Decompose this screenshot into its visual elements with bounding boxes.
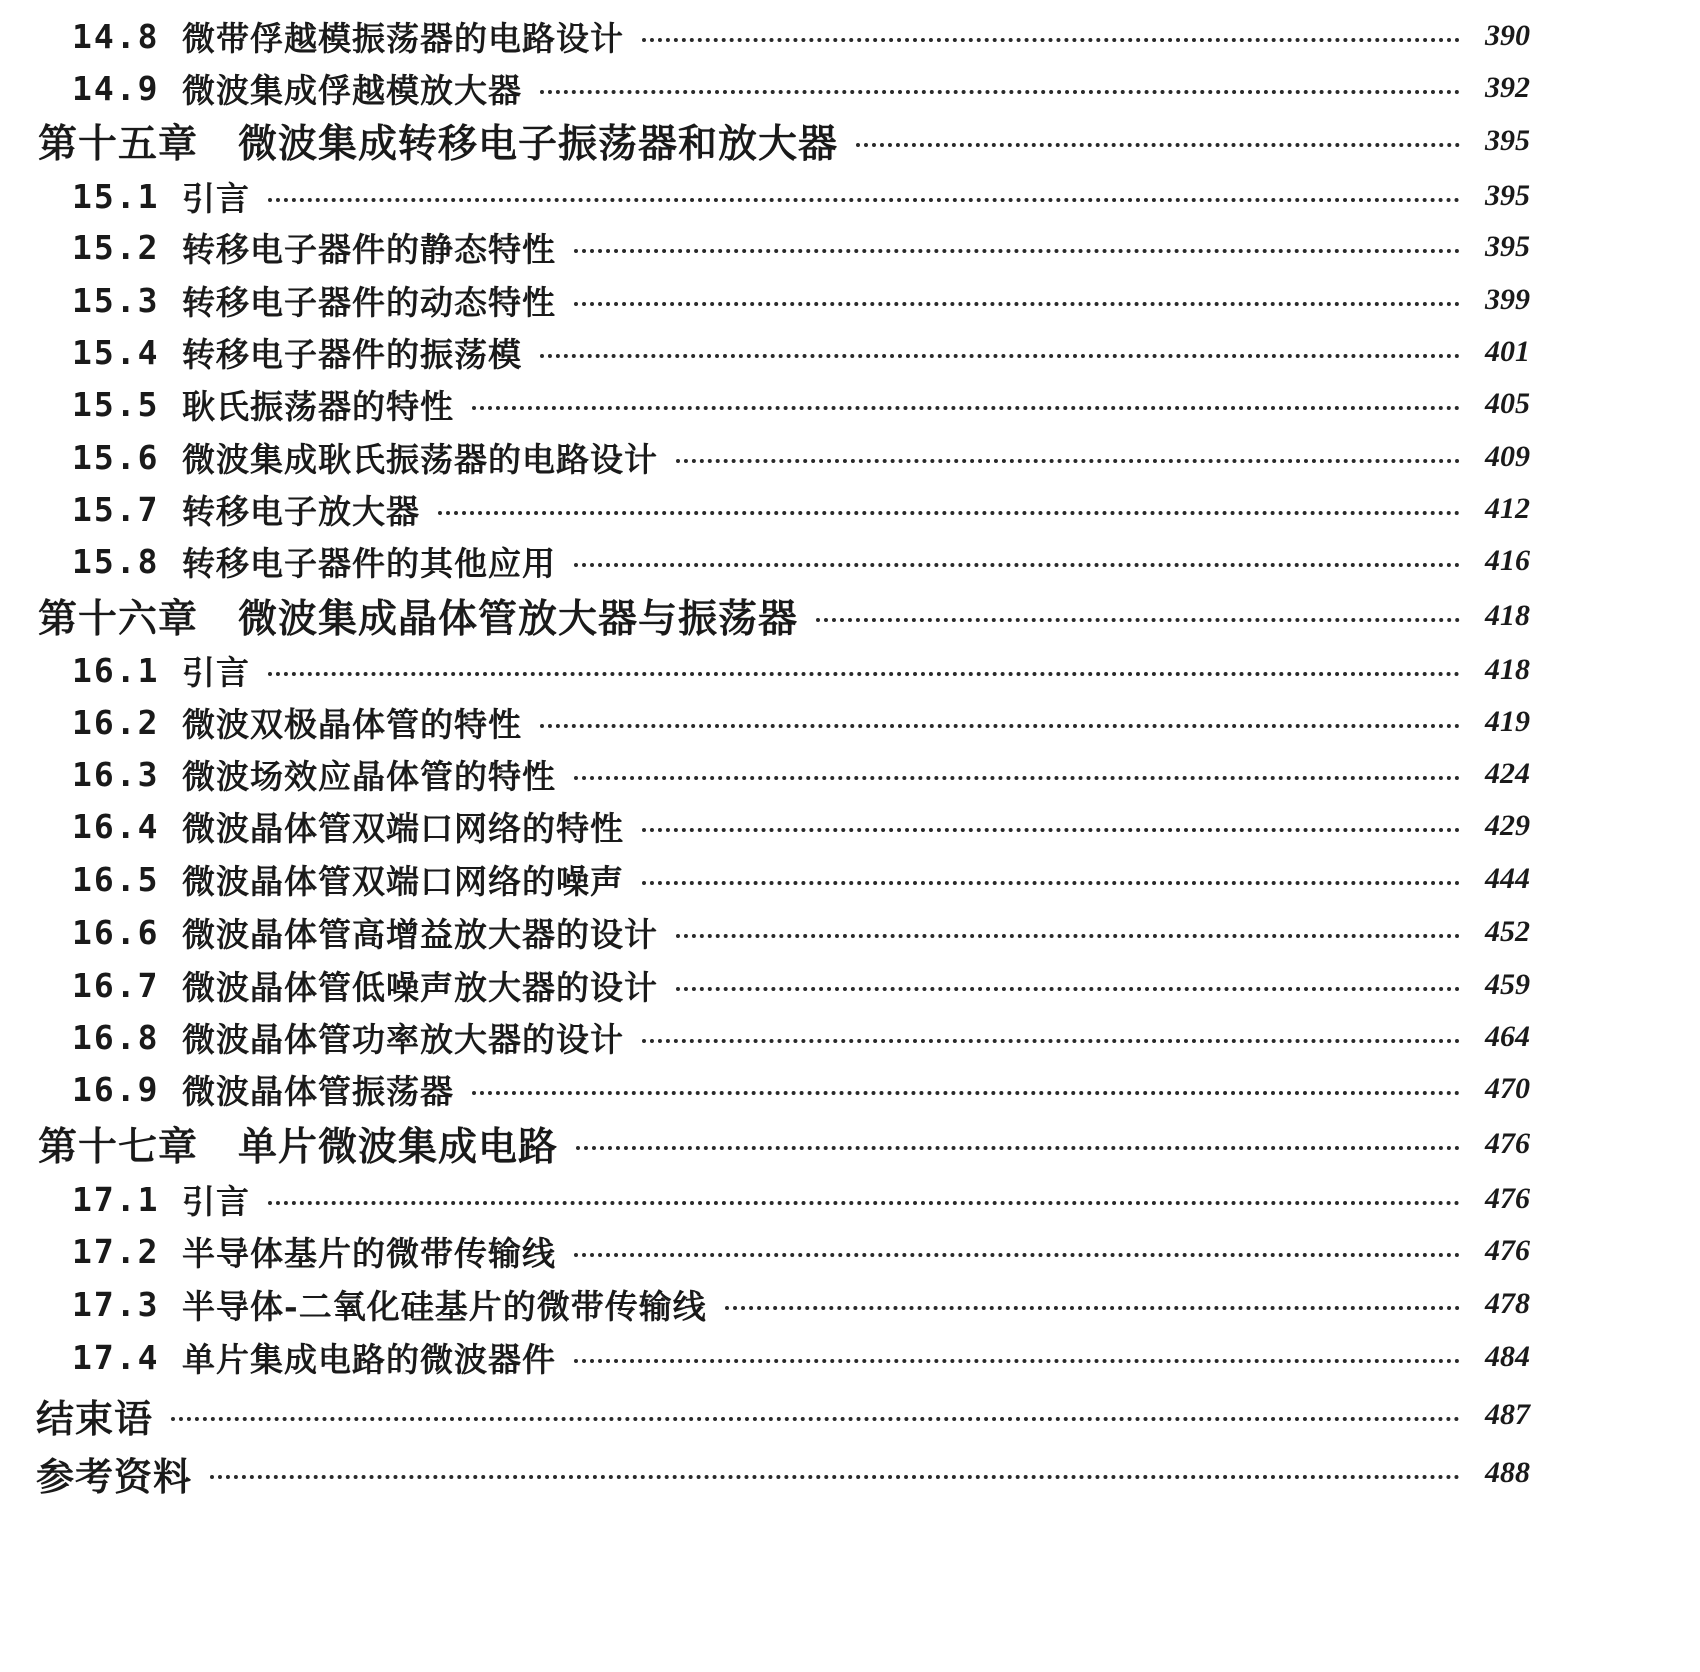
toc-section-entry[interactable] <box>72 798 1530 854</box>
toc-entry-title: 引言 <box>182 178 250 218</box>
dot-leader <box>642 828 1460 832</box>
toc-entry-title: 半导体基片的微带传输线 <box>182 1233 556 1273</box>
toc-entry-number: 15.3 <box>72 280 160 320</box>
dot-leader <box>676 459 1460 463</box>
dot-leader <box>856 143 1460 147</box>
dot-leader <box>576 1146 1460 1150</box>
toc-entry-number: 15.6 <box>72 437 160 477</box>
toc-entry-number: 16.5 <box>72 859 160 899</box>
toc-entry-number: 17.1 <box>72 1179 160 1219</box>
toc-entry-page-number: 487 <box>1485 1398 1530 1431</box>
toc-entry-page-number: 409 <box>1485 440 1530 473</box>
toc-section-entry[interactable] <box>72 324 1530 380</box>
toc-entry-number: 15.5 <box>72 384 160 424</box>
toc-entry-page-number: 399 <box>1485 283 1530 316</box>
toc-entry-page-number: 395 <box>1485 124 1530 157</box>
dot-leader <box>171 1417 1460 1421</box>
toc-entry-title: 引言 <box>182 652 250 692</box>
dot-leader <box>642 1039 1460 1043</box>
toc-section-entry[interactable] <box>72 642 1530 698</box>
toc-entry-number: 16.7 <box>72 965 160 1005</box>
toc-entry-number: 17.2 <box>72 1231 160 1271</box>
dot-leader <box>540 724 1460 728</box>
toc-entry-title: 微波晶体管低噪声放大器的设计 <box>182 967 658 1007</box>
toc-entry-title: 半导体-二氧化硅基片的微带传输线 <box>182 1286 707 1326</box>
dot-leader <box>642 38 1460 42</box>
toc-entry-page-number: 412 <box>1485 492 1530 525</box>
toc-entry-page-number: 464 <box>1485 1020 1530 1053</box>
toc-entry-page-number: 419 <box>1485 705 1530 738</box>
toc-entry-title: 第十五章 微波集成转移电子振荡器和放大器 <box>38 121 839 167</box>
toc-section-entry[interactable] <box>72 60 1530 116</box>
toc-entry-number: 16.9 <box>72 1069 160 1109</box>
toc-entry-number: 14.9 <box>72 68 160 108</box>
dot-leader <box>472 406 1460 410</box>
toc-entry-title: 微波晶体管双端口网络的噪声 <box>182 861 624 901</box>
toc-back-matter-entry[interactable] <box>36 1445 1530 1501</box>
dot-leader <box>574 1253 1460 1257</box>
toc-entry-title: 结束语 <box>36 1395 154 1441</box>
toc-back-matter-entry[interactable] <box>36 1387 1530 1443</box>
toc-section-entry[interactable] <box>72 1223 1530 1279</box>
toc-entry-title: 微波双极晶体管的特性 <box>182 704 522 744</box>
dot-leader <box>642 881 1460 885</box>
toc-entry-number: 15.4 <box>72 332 160 372</box>
toc-entry-page-number: 452 <box>1485 915 1530 948</box>
toc-entry-title: 单片集成电路的微波器件 <box>182 1339 556 1379</box>
toc-section-entry[interactable] <box>72 429 1530 485</box>
toc-entry-page-number: 416 <box>1485 544 1530 577</box>
dot-leader <box>574 302 1460 306</box>
toc-entry-number: 16.1 <box>72 650 160 690</box>
toc-section-entry[interactable] <box>72 851 1530 907</box>
toc-chapter-entry[interactable] <box>38 1116 1530 1172</box>
toc-entry-title: 转移电子放大器 <box>182 491 420 531</box>
toc-entry-number: 15.7 <box>72 489 160 529</box>
toc-entry-title: 转移电子器件的振荡模 <box>182 334 522 374</box>
dot-leader <box>268 1201 1460 1205</box>
toc-entry-title: 引言 <box>182 1181 250 1221</box>
toc-chapter-entry[interactable] <box>38 588 1530 644</box>
toc-entry-number: 15.2 <box>72 227 160 267</box>
dot-leader <box>268 672 1460 676</box>
toc-entry-page-number: 401 <box>1485 335 1530 368</box>
toc-entry-page-number: 395 <box>1485 179 1530 212</box>
dot-leader <box>725 1306 1460 1310</box>
toc-entry-title: 第十六章 微波集成晶体管放大器与振荡器 <box>38 596 799 642</box>
toc-entry-page-number: 476 <box>1485 1182 1530 1215</box>
toc-section-entry[interactable] <box>72 1276 1530 1332</box>
toc-entry-number: 17.3 <box>72 1284 160 1324</box>
toc-entry-page-number: 418 <box>1485 599 1530 632</box>
toc-entry-title: 微波晶体管振荡器 <box>182 1071 454 1111</box>
dot-leader <box>472 1091 1460 1095</box>
toc-entry-page-number: 444 <box>1485 862 1530 895</box>
toc-section-entry[interactable] <box>72 376 1530 432</box>
toc-entry-page-number: 476 <box>1485 1127 1530 1160</box>
toc-entry-number: 16.2 <box>72 702 160 742</box>
toc-entry-page-number: 470 <box>1485 1072 1530 1105</box>
toc-section-entry[interactable] <box>72 1061 1530 1117</box>
toc-entry-title: 微波晶体管双端口网络的特性 <box>182 808 624 848</box>
toc-entry-title: 第十七章 单片微波集成电路 <box>38 1124 559 1170</box>
toc-entry-number: 16.3 <box>72 754 160 794</box>
toc-entry-title: 转移电子器件的其他应用 <box>182 543 556 583</box>
toc-section-entry[interactable] <box>72 746 1530 802</box>
toc-entry-number: 15.8 <box>72 541 160 581</box>
toc-entry-title: 微波集成耿氏振荡器的电路设计 <box>182 439 658 479</box>
toc-entry-page-number: 418 <box>1485 653 1530 686</box>
dot-leader <box>540 90 1460 94</box>
toc-section-entry[interactable] <box>72 8 1530 64</box>
toc-entry-page-number: 429 <box>1485 809 1530 842</box>
toc-entry-page-number: 395 <box>1485 230 1530 263</box>
toc-entry-number: 16.4 <box>72 806 160 846</box>
toc-entry-page-number: 484 <box>1485 1340 1530 1373</box>
dot-leader <box>574 563 1460 567</box>
toc-section-entry[interactable] <box>72 1171 1530 1227</box>
toc-entry-number: 16.8 <box>72 1017 160 1057</box>
toc-entry-page-number: 405 <box>1485 387 1530 420</box>
toc-entry-title: 参考资料 <box>36 1453 193 1499</box>
toc-entry-title: 微带俘越模振荡器的电路设计 <box>182 18 624 58</box>
dot-leader <box>676 987 1460 991</box>
toc-entry-page-number: 392 <box>1485 71 1530 104</box>
toc-section-entry[interactable] <box>72 272 1530 328</box>
toc-entry-page-number: 390 <box>1485 19 1530 52</box>
toc-entry-title: 微波晶体管高增益放大器的设计 <box>182 914 658 954</box>
dot-leader <box>574 1359 1460 1363</box>
dot-leader <box>268 198 1460 202</box>
toc-entry-page-number: 478 <box>1485 1287 1530 1320</box>
toc-entry-page-number: 476 <box>1485 1234 1530 1267</box>
toc-section-entry[interactable] <box>72 957 1530 1013</box>
toc-section-entry[interactable] <box>72 533 1530 589</box>
toc-entry-number: 16.6 <box>72 912 160 952</box>
toc-section-entry[interactable] <box>72 904 1530 960</box>
toc-entry-number: 14.8 <box>72 16 160 56</box>
dot-leader <box>676 934 1460 938</box>
toc-section-entry[interactable] <box>72 694 1530 750</box>
toc-entry-number: 15.1 <box>72 176 160 216</box>
toc-entry-title: 转移电子器件的动态特性 <box>182 282 556 322</box>
dot-leader <box>574 249 1460 253</box>
dot-leader <box>540 354 1460 358</box>
toc-section-entry[interactable] <box>72 481 1530 537</box>
toc-chapter-entry[interactable] <box>38 113 1530 169</box>
toc-section-entry[interactable] <box>72 1009 1530 1065</box>
dot-leader <box>574 776 1460 780</box>
toc-section-entry[interactable] <box>72 1329 1530 1385</box>
toc-entry-title: 微波场效应晶体管的特性 <box>182 756 556 796</box>
dot-leader <box>210 1475 1460 1479</box>
toc-section-entry[interactable] <box>72 168 1530 224</box>
dot-leader <box>438 511 1460 515</box>
toc-entry-title: 转移电子器件的静态特性 <box>182 229 556 269</box>
dot-leader <box>816 618 1460 622</box>
toc-entry-title: 微波晶体管功率放大器的设计 <box>182 1019 624 1059</box>
toc-entry-number: 17.4 <box>72 1337 160 1377</box>
toc-entry-title: 耿氏振荡器的特性 <box>182 386 454 426</box>
toc-entry-page-number: 459 <box>1485 968 1530 1001</box>
toc-section-entry[interactable] <box>72 219 1530 275</box>
toc-entry-page-number: 424 <box>1485 757 1530 790</box>
toc-entry-title: 微波集成俘越模放大器 <box>182 70 522 110</box>
toc-entry-page-number: 488 <box>1485 1456 1530 1489</box>
